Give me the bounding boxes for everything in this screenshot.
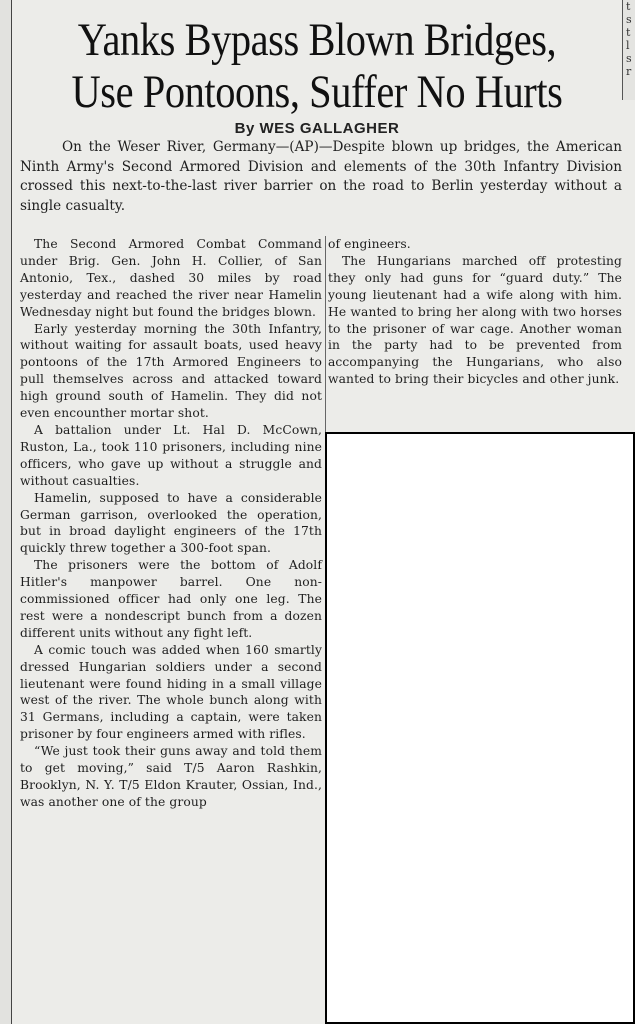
- paragraph: “We just took their guns away and told them to get moving,” said T/5 Aaron Rashkin, Brooklyn, N. Y. T/5 Eldon Krauter, Ossian, Ind., was another one of the group: [20, 744, 322, 809]
- fragment-char: s: [626, 52, 632, 65]
- paragraph: Early yesterday morning the 30th Infantry, without waiting for assault boats, used heavy pontoons of the 17th Armored Engineers to pull themselves across and attacked toward high ground south of Hamelin. They did not even encounther mortar shot.: [20, 321, 322, 421]
- paragraph: A battalion under Lt. Hal D. McCown, Ruston, La., took 110 prisoners, including nine officers, who gave up without a struggle and without casualties.: [20, 422, 322, 488]
- left-column-edge: [0, 0, 12, 1024]
- paragraph: Hamelin, supposed to have a considerable German garrison, overlooked the operation, but in broad daylight engineers of the 17th quickly threw together a 300-foot span.: [20, 490, 322, 556]
- fragment-char: t: [626, 26, 631, 39]
- paragraph: The prisoners were the bottom of Adolf Hitler's manpower barrel. One non-commissioned officer had only one leg. The rest were a nondescript bunch from a dozen different units without any fight left.: [20, 558, 322, 640]
- article-column-1: [20, 236, 322, 811]
- headline-line-2: Use Pontoons, Suffer No Hurts: [71, 66, 563, 118]
- paragraph: The Hungarians marched off protesting they only had guns for “guard duty.” The young lieutenant had a wife along with him. He wanted to bring her along with two horses to the prisoner of war cage. Another woman in the party had to be prevented from accompanying the Hungarians, who also wanted to bring their bicycles and other junk.: [328, 253, 622, 387]
- fragment-char: t: [626, 0, 631, 13]
- fragment-char: l: [626, 39, 630, 52]
- lead-paragraph: [20, 138, 622, 216]
- column-divider: [325, 236, 326, 432]
- byline: By WES GALLAGHER: [234, 120, 400, 137]
- lead-text: On the Weser River, Germany—(AP)—Despite blown up bridges, the American Ninth Army's Second Armored Division and elements of the 30th Infantry Division crossed this next-to-the-last river barrier on the road to Berlin yesterday without a single casualty.: [20, 139, 622, 214]
- fragment-char: s: [626, 13, 632, 26]
- paragraph: A comic touch was added when 160 smartly dressed Hungarian soldiers under a second lieutenant were found hiding in a small village west of the river. The whole bunch along with 31 Germans, including a captain, were taken prisoner by four engineers armed with rifles.: [20, 642, 322, 742]
- headline-line-1: Yanks Bypass Blown Bridges,: [77, 14, 557, 66]
- article-column-2: [328, 236, 622, 388]
- paragraph: The Second Armored Combat Command under Brig. Gen. John H. Collier, of San Antonio, Tex., dashed 30 miles by road yesterday and reached the river near Hamelin Wednesday night but found the bridges blown.: [20, 237, 322, 319]
- adjacent-column-fragment: [622, 0, 635, 100]
- paragraph-continuation: of engineers.: [328, 237, 411, 251]
- blank-region: [325, 432, 635, 1024]
- fragment-char: r: [626, 65, 632, 78]
